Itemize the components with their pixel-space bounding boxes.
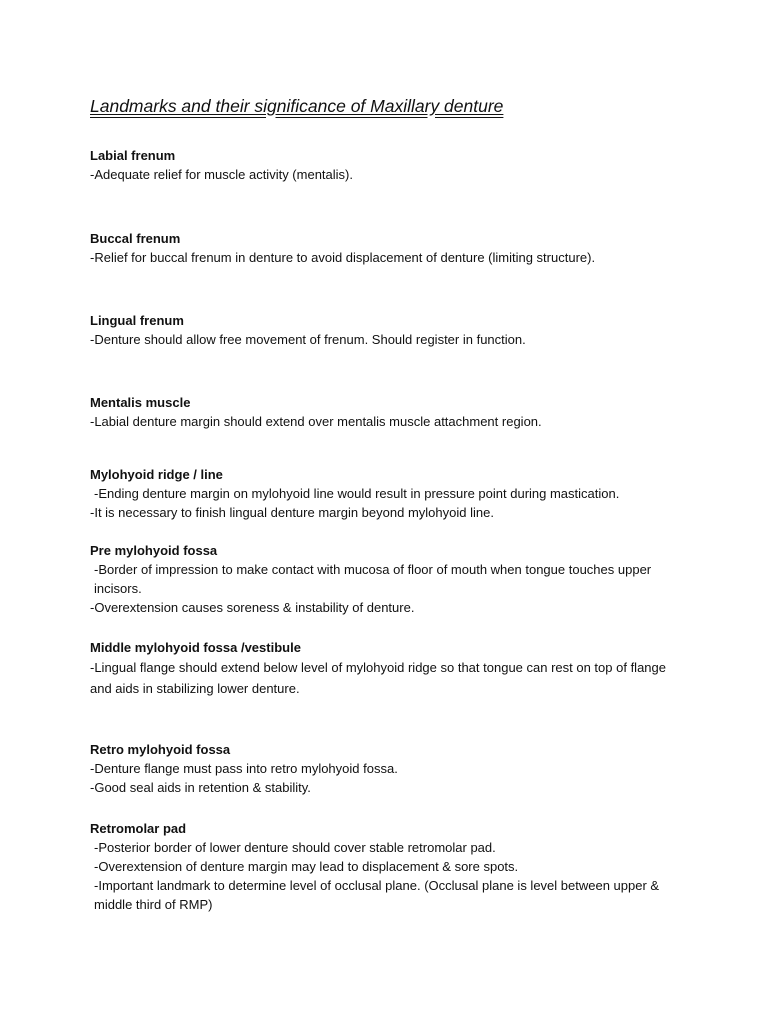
section-heading: Mentalis muscle bbox=[90, 395, 191, 410]
section-heading: Pre mylohyoid fossa bbox=[90, 543, 218, 558]
section-text: -Overextension of denture margin may lead to displacement & sore spots. bbox=[94, 859, 519, 874]
section-text: -Relief for buccal frenum in denture to avoid displacement of denture (limiting structure). bbox=[90, 250, 596, 265]
section-heading: Middle mylohyoid fossa /vestibule bbox=[90, 640, 301, 655]
section-text: -Denture should allow free movement of frenum. Should register in function. bbox=[90, 332, 526, 347]
document-title: Landmarks and their significance of Maxillary denture bbox=[90, 96, 504, 116]
section-text: -Overextension causes soreness & instability of denture. bbox=[90, 600, 415, 615]
section-text: -Lingual flange should extend below level of mylohyoid ridge so that tongue can rest on top of flange and aids in stabilizing lower denture. bbox=[90, 660, 666, 696]
section-pre-mylohyoid-fossa bbox=[90, 541, 680, 617]
section-text: -Labial denture margin should extend over mentalis muscle attachment region. bbox=[90, 414, 542, 429]
section-heading: Buccal frenum bbox=[90, 231, 181, 246]
section-lingual-frenum bbox=[90, 311, 680, 349]
section-middle-mylohyoid-fossa bbox=[90, 638, 680, 699]
section-text: -Ending denture margin on mylohyoid line would result in pressure point during mastication. bbox=[94, 486, 620, 501]
section-text: -Good seal aids in retention & stability. bbox=[90, 780, 311, 795]
section-text: -Important landmark to determine level of occlusal plane. (Occlusal plane is level between upper & middle third of RMP) bbox=[94, 878, 660, 912]
section-heading: Retro mylohyoid fossa bbox=[90, 742, 231, 757]
section-buccal-frenum bbox=[90, 229, 680, 267]
section-heading: Lingual frenum bbox=[90, 313, 184, 328]
section-mentalis-muscle bbox=[90, 393, 680, 431]
section-heading: Retromolar pad bbox=[90, 821, 187, 836]
section-labial-frenum bbox=[90, 146, 680, 184]
section-retromolar-pad bbox=[90, 819, 680, 914]
section-retro-mylohyoid-fossa bbox=[90, 740, 680, 797]
section-text: -It is necessary to finish lingual denture margin beyond mylohyoid line. bbox=[90, 505, 494, 520]
section-text: -Border of impression to make contact with mucosa of floor of mouth when tongue touches upper incisors. bbox=[94, 562, 652, 596]
section-text: -Denture flange must pass into retro mylohyoid fossa. bbox=[90, 761, 398, 776]
section-mylohyoid-ridge bbox=[90, 465, 680, 522]
section-text: -Adequate relief for muscle activity (mentalis). bbox=[90, 167, 353, 182]
section-heading: Mylohyoid ridge / line bbox=[90, 467, 223, 482]
section-text: -Posterior border of lower denture should cover stable retromolar pad. bbox=[94, 840, 496, 855]
section-heading: Labial frenum bbox=[90, 148, 176, 163]
